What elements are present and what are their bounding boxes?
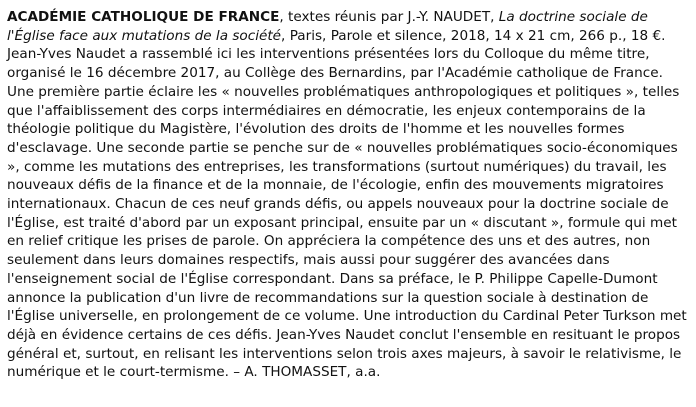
reviewer-signature: – A. THOMASSET, a.a. (228, 364, 381, 381)
book-title: La doctrine sociale de l'Église face aux mutations de la société (7, 9, 648, 44)
author-name: ACADÉMIE CATHOLIQUE DE FRANCE (7, 9, 280, 25)
review-body: Jean-Yves Naudet a rassemblé ici les interventions présentées lors du Colloque du même titre, organisé le 16 décembre 2017, au Collège des Bernardins, par l'Académie catholique de France. Une première partie éclaire les « nouvelles problématiques anthropologiques et politiques », telles que l'affaiblissement des corps intermédiaires en démocratie, les enjeux contemporains de la théologie politique du Magistère, l'évolution des droits de l'homme et les nouvelles formes d'esclavage. Une seconde partie se penche sur de « nouvelles problématiques socio-économiques », comme les mutations des entreprises, les transformations (surtout numériques) du travail, les nouveaux défis de la finance et de la monnaie, de l'écologie, enfin des mouvements migratoires internationaux. Chacun de ces neuf grands défis, ou appels nouveaux pour la doctrine sociale de l'Église, est traité d'abord par un exposant principal, ensuite par un « discutant », formule qui met en relief critique les prises de parole. On appréciera la compétence des uns et des autres, non seulement dans leurs domaines respectifs, mais aussi pour suggérer des avancées dans l'enseignement social de l'Église correspondant. Dans sa préface, le P. Philippe Capelle-Dumont annonce la publication d'un livre de recommandations sur la question sociale à destination de l'Église universelle, en prolongement de ce volume. Une introduction du Cardinal Peter Turkson met déjà en évidence certains de ces défis. Jean-Yves Naudet conclut l'ensemble en resituant le propos général et, surtout, en relisant les interventions selon trois axes majeurs, à savoir le relativisme, le numérique et le court-termisme. (7, 46, 687, 381)
publication-details: , Paris, Parole et silence, 2018, 14 x 21 cm, 266 p., 18 €. (281, 27, 666, 44)
book-review (7, 8, 687, 382)
editor-credit: , textes réunis par J.-Y. NAUDET, (279, 9, 499, 25)
